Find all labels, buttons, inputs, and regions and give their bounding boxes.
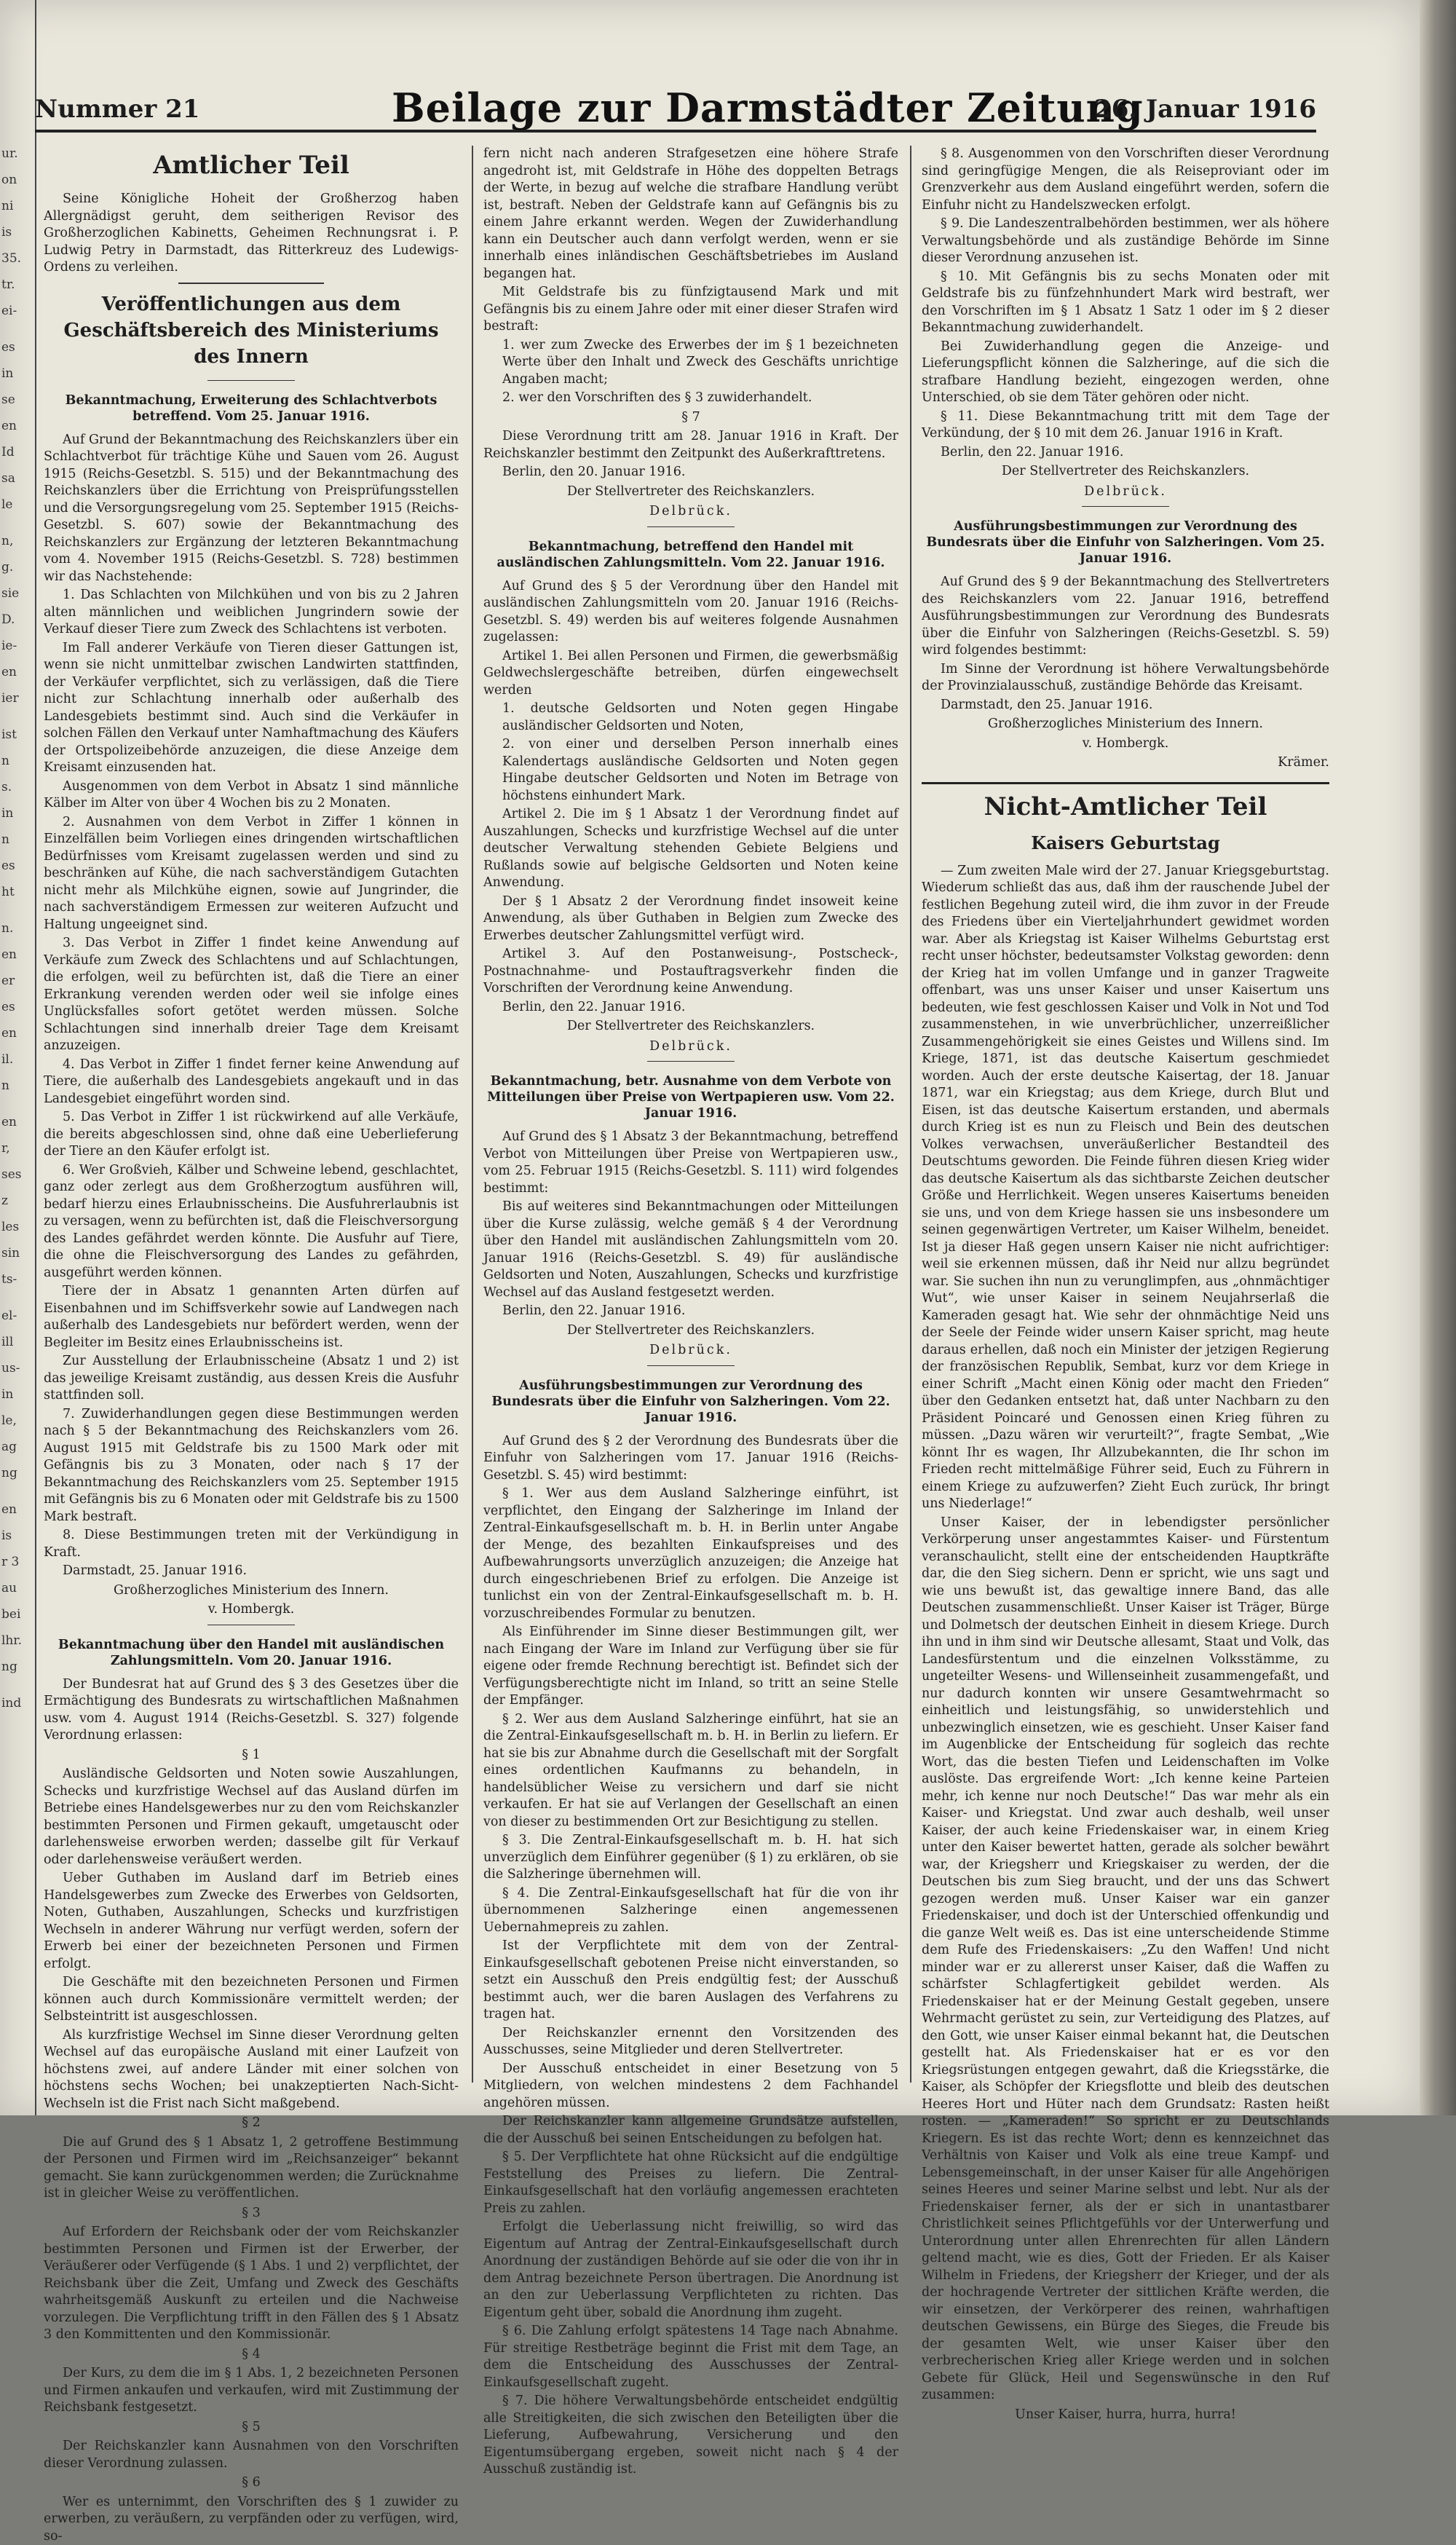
strip-fragment: is (0, 1528, 35, 1544)
strip-fragment: in (0, 805, 35, 821)
paragraph: Artikel 3. Auf den Postanweisung-, Postscheck-, Postnachnahme- und Postauftragsverkehr finden die Vorschriften der Verordnung keine Anwendung. (483, 946, 898, 998)
strip-fragment: D. (0, 612, 35, 628)
strip-fragment: es (0, 339, 35, 355)
signature: Delbrück. (483, 1342, 898, 1360)
signing-authority: Großherzogliches Ministerium des Innern. (44, 1582, 459, 1600)
paragraph: Der Ausschuß entscheidet in einer Besetzung von 5 Mitgliedern, von welchen mindestens 2 dem Fachhandel angehören müssen. (483, 2061, 898, 2112)
notice-heading: Bekanntmachung, Erweiterung des Schlachtverbots betreffend. Vom 25. Januar 1916. (44, 392, 459, 425)
strip-fragment: lhr. (0, 1633, 35, 1649)
strip-fragment: ng (0, 1659, 35, 1675)
paragraph: Auf Grund des § 2 der Verordnung des Bundesrats über die Einfuhr von Salzheringen vom 17. Januar 1916 (Reichs-Gesetzbl. S. 45) wird bestimmt: (483, 1433, 898, 1485)
paragraph: Als Einführender im Sinne dieser Bestimmungen gilt, wer nach Eingang der Ware im Inland zur Verfügung über sie für eigene oder fremde Rechnung berechtigt ist. Befindet sich der Verfügungsberechtigte nicht im Inland, so tritt an seine Stelle der Empfänger. (483, 1624, 898, 1710)
book-edge (1420, 0, 1456, 2115)
paragraph: Unser Kaiser, der in lebendigster persönlicher Verkörperung unser angestammtes Kaiser- und Fürstentum veranschaulicht, stellt eine der entscheidenden Hauptkräfte dar, die den Sieg sichern. Denn er spricht, wie uns sagt und wie uns bewußt ist, das gewaltige innere Band, das alle Deutschen zusammenschließt. Unser Kaiser ist Träger, Bürge und Dolmetsch der deutschen Einheit in diesem Kriege. Durch ihn und in ihm sind wir Deutsche allesamt, Staat und Volk, das Landesfürstentum und die einzelnen Volksstämme, zu ungeteilter Wesens- und Willenseinheit zusammengefaßt, und nur dadurch konnten wir unsere Gesamtwehrmacht so einheitlich und leistungsfähig, so unwiderstehlich und unbezwinglich einsetzen, wie es geschieht. Unser Kaiser fand im Augenblicke der Entscheidung für sogleich das rechte Wort, das die besten Tiefen und Leidenschaften im Volke auslöste. Das ergreifende Wort: „Ich kenne keine Parteien mehr, ich kenne nur noch Deutsche!“ Das war mehr als ein Kaiser- und Kriegstat. Und zwar auch deshalb, weil unser Kaiser, der auch keine Friedenskaiser war, in einem Krieg unter den Kaiser bewertet hatten, gerade als solcher bewährt war, der Kriegsherr und Kriegskaiser zu werden, der die Deutschen bis zum Sieg braucht, und der uns das Schwert gezogen werden muß. Unser Kaiser war ein ganzer Friedenskaiser, und doch ist der Unterschied offenkundig und die ganze Welt weiß es. Das ist eine unterscheidende Stimme dem Rufe des Friedenskaisers: „Zu den Waffen! Und nicht minder war er zu allererst unser Kaiser, daß die Waffen zu schärfster Schlagfertigkeit gebildet werden. Als Friedenskaiser hat er der Meinung Gestalt gegeben, unsere Wehrmacht gerüstet zu sein, zur Verteidigung des Platzes, auf den Gott, wie unser Kaiser einmal bekannt hat, die Deutschen gestellt hat. Als Friedenskaiser hat er es vor den Kriegsrüstungen entgegen gewahrt, daß die Kriegsstärke, die Kaiser, als Schöpfer der Kriegsflotte und bleib des deutschen Heeres Hort und Hüter nach dem Grundsatz: Rasten heißt rosten. — „Kameraden!“ So spricht er zu Deutschlands Kriegern. Es ist das rechte Wort; denn es kennzeichnet das Verhältnis von Kaiser und Volk als eine treue Kampf- und Lebensgemeinschaft, in der unser Kaiser für alle Angehörigen seines Heeres und seiner Marine selbst und lebt. Nur als der Friedenskaiser ferner, als der er sich in unantastbarer Christlichkeit seines Pflichtgefühls vor der Unterwerfung und Unterordnung unter allen Ehrenrechten für allen Ländern geltend macht, wie es dies, Gott der Frieden. Er als Kaiser Wilhelm in Friedens, der Kriegsherr der Krieger, und der als der hochragende Vertreter der sittlichen Kräfte werden, die wir einsetzen, der Verkörperer des reinen, wahrhaftigen deutschen Gewissens, ein Bürge des Sieges, die Freude bis der gesamten Welt, wie unser Kaiser über den verbrecherischen Krieg aller Kriege werden und in solchen Gebete für Glück, Heil und Segenswünsche in den Ruf zusammen: (922, 1515, 1329, 2404)
section-title-nicht-amtlich: Nicht-Amtlicher Teil (922, 792, 1329, 822)
paragraph: Diese Verordnung tritt am 28. Januar 1916 in Kraft. Der Reichskanzler bestimmt den Zeitpunkt des Außerkrafttretens. (483, 428, 898, 462)
strip-fragment: n, (0, 533, 35, 549)
strip-fragment: le, (0, 1413, 35, 1429)
strip-fragment: il. (0, 1051, 35, 1068)
signature: Delbrück. (922, 484, 1329, 501)
signature: Delbrück. (483, 1038, 898, 1056)
paragraph: Auf Grund des § 1 Absatz 3 der Bekanntmachung, betreffend Verbot von Mitteilungen über Preise von Wertpapieren usw., vom 25. Februar 1915 (Reichs-Gesetzbl. S. 111) wird folgendes bestimmt: (483, 1129, 898, 1197)
paragraph: 6. Wer Großvieh, Kälber und Schweine lebend, geschlachtet, ganz oder zerlegt aus dem Großherzogtum ausführen will, bedarf hierzu eines Erlaubnisscheins. Die Ausfuhrerlaubnis ist zu versagen, wenn zu befürchten ist, daß die Fleischversorgung des Landes gefährdet werden könnte. Die Ausfuhr auf Tiere, die ohne die Fleischversorgung des Landes zu gefährden, ausgeführt werden können. (44, 1162, 459, 1282)
paragraph: Auf Grund der Bekanntmachung des Reichskanzlers über ein Schlachtverbot für trächtige Kühe und Sauen vom 26. August 1915 (Reichs-Gesetzbl. S. 515) und der Bekanntmachung des Reichskanzlers über die Errichtung von Preisprüfungsstellen und die Versorgungsregelung vom 25. September 1915 (Reichs-Gesetzbl. S. 607) sowie der Bekanntmachung des Reichskanzlers zur Ergänzung der letzteren Bekanntmachung vom 4. November 1915 (Reichs-Gesetzbl. S. 728) bestimmen wir das Nachstehende: (44, 432, 459, 586)
section-number: § 2 (44, 2115, 459, 2132)
signing-authority: Der Stellvertreter des Reichskanzlers. (922, 463, 1329, 481)
paragraph: § 5. Der Verpflichtete hat ohne Rücksicht auf die endgültige Feststellung des Preises zu liefern. Die Zentral-Einkaufsgesellschaft hat den vorläufig angemessen erachteten Preis zu zahlen. (483, 2149, 898, 2217)
paragraph: 4. Das Verbot in Ziffer 1 findet ferner keine Anwendung auf Tiere, die außerhalb des Landesgebiets angekauft und in das Landesgebiet eingeführt worden sind. (44, 1057, 459, 1108)
strip-fragment: les (0, 1219, 35, 1235)
signing-authority: Großherzogliches Ministerium des Innern. (922, 716, 1329, 733)
strip-fragment: bei (0, 1606, 35, 1622)
strip-fragment: ier (0, 690, 35, 706)
section-divider (922, 782, 1329, 784)
strip-fragment: ur. (0, 146, 35, 162)
strip-fragment: r 3 (0, 1554, 35, 1570)
paragraph: Der Kurs, zu dem die im § 1 Abs. 1, 2 bezeichneten Personen und Firmen ankaufen und verkaufen, wird mit Zustimmung der Reichsbank festgesetzt. (44, 2365, 459, 2417)
paragraph: 3. Das Verbot in Ziffer 1 findet keine Anwendung auf Verkäufe zum Zweck des Schlachtens und auf Schlachtungen, die erfolgen, weil zu befürchten ist, daß die Tiere an einer Erkrankung verenden werden oder weil sie infolge eines Unglücksfalles sofort getötet werden müssen. Solche Schlachtungen sind innerhalb dreier Tage dem Kreisamt anzuzeigen. (44, 935, 459, 1055)
notice-heading: Bekanntmachung, betreffend den Handel mit ausländischen Zahlungsmitteln. Vom 22. Januar 1916. (483, 539, 898, 571)
strip-fragment: sa (0, 470, 35, 486)
paragraph: Der Reichskanzler ernennt den Vorsitzenden des Ausschusses, seine Mitglieder und deren Stellvertreter. (483, 2025, 898, 2059)
paragraph: Auf Grund des § 5 der Verordnung über den Handel mit ausländischen Zahlungsmitteln vom 20. Januar 1916 (Reichs-Gesetzbl. S. 49) werden bis auf weiteres folgende Ausnahmen zugelassen: (483, 578, 898, 647)
signature: v. Hombergk. (922, 735, 1329, 753)
closing-cheer: Unser Kaiser, hurra, hurra, hurra! (922, 2407, 1329, 2424)
section-number: § 7 (483, 409, 898, 427)
list-item: 1. deutsche Geldsorten und Noten gegen Hingabe ausländischer Geldsorten und Noten, (483, 701, 898, 735)
place-date: Berlin, den 22. Januar 1916. (483, 999, 898, 1017)
paragraph: § 9. Die Landeszentralbehörden bestimmen, wer als höhere Verwaltungsbehörde und als zuständige Behörde im Sinne dieser Verordnung anzusehen ist. (922, 216, 1329, 267)
list (483, 701, 898, 805)
divider (647, 526, 735, 527)
paragraph: § 2. Wer aus dem Ausland Salzheringe einführt, hat sie an die Zentral-Einkaufsgesellschaft m. b. H. in Berlin zu liefern. Er hat sie bis zur Abnahme durch die Gesellschaft mit der Sorgfalt eines ordentlichen Kaufmanns zu behandeln, in handelsüblicher Weise zu versichern und darf sie nicht verkaufen. Er hat sie auf Verlangen der Gesellschaft an einen von dieser zu bestimmenden Ort zur Besichtigung zu stellen. (483, 1711, 898, 1831)
signature: Krämer. (922, 754, 1329, 772)
paragraph: Wer es unternimmt, den Vorschriften des § 1 zuwider zu erwerben, zu veräußern, zu verpfänden oder zu verfügen, wird, so- (44, 2494, 459, 2545)
strip-fragment: n (0, 832, 35, 848)
paragraph: § 6. Die Zahlung erfolgt spätestens 14 Tage nach Abnahme. Für streitige Restbeträge beginnt die Frist mit dem Tage, an dem die Entscheidung des Ausschusses der Zentral-Einkaufsgesellschaft zugeht. (483, 2323, 898, 2391)
paragraph: 8. Diese Bestimmungen treten mit der Verkündigung in Kraft. (44, 1527, 459, 1561)
paragraph: § 7. Die höhere Verwaltungsbehörde entscheidet endgültig alle Streitigkeiten, die sich zwischen den Beteiligten über die Lieferung, Aufbewahrung, Versicherung und den Eigentumsübergang ergeben, soweit nicht nach § 4 der Ausschuß zuständig ist. (483, 2393, 898, 2479)
section-number: § 3 (44, 2205, 459, 2222)
strip-fragment: se (0, 392, 35, 408)
signature: v. Hombergk. (44, 1601, 459, 1619)
paragraph: § 8. Ausgenommen von den Vorschriften dieser Verordnung sind geringfügige Mengen, die als Reiseproviant oder im Grenzverkehr aus dem Ausland eingeführt werden, sofern die Einfuhr nicht zu Handelszwecken erfolgt. (922, 146, 1329, 214)
paragraph: Ist der Verpflichtete mit dem von der Zentral-Einkaufsgesellschaft gebotenen Preise nicht einverstanden, so setzt ein Ausschuß den Preis endgültig fest; der Ausschuß bestimmt auch, wer die baren Auslagen des Verfahrens zu tragen hat. (483, 1938, 898, 2024)
strip-fragment: on (0, 172, 35, 188)
paragraph: Seine Königliche Hoheit der Großherzog haben Allergnädigst geruht, dem seitherigen Revisor des Großherzoglichen Kabinetts, Geheimen Rechnungsrat i. P. Ludwig Petry in Darmstadt, das Ritterkreuz des Ludewigs-Ordens zu verleihen. (44, 191, 459, 277)
strip-fragment: ist (0, 727, 35, 743)
strip-fragment: is (0, 224, 35, 240)
strip-fragment: s. (0, 779, 35, 795)
divider (1082, 506, 1169, 507)
paragraph: Artikel 1. Bei allen Personen und Firmen, die gewerbsmäßig Geldwechslergeschäfte betreiben, dürfen eingewechselt werden (483, 648, 898, 700)
paragraph: Mit Geldstrafe bis zu fünfzigtausend Mark und mit Gefängnis bis zu einem Jahre oder mit einer dieser Strafen wird bestraft: (483, 284, 898, 336)
paragraph: Erfolgt die Ueberlassung nicht freiwillig, so wird das Eigentum auf Antrag der Zentral-Einkaufsgesellschaft durch Anordnung der zuständigen Behörde auf sie oder die von ihr in dem Antrag bezeichnete Person übertragen. Die Anordnung ist an den zur Ueberlassung Verpflichteten zu richten. Das Eigentum geht über, sobald die Anordnung ihm zugeht. (483, 2219, 898, 2321)
adjacent-page-strip (0, 0, 36, 2115)
strip-fragment: ng (0, 1465, 35, 1481)
strip-fragment: g. (0, 559, 35, 575)
strip-fragment: n. (0, 920, 35, 936)
paragraph: Die auf Grund des § 1 Absatz 1, 2 getroffene Bestimmung der Personen und Firmen wird im „Reichsanzeiger“ bekannt gemacht. Sie kann zurückgenommen werden; die Zurücknahme ist in gleicher Weise zu veröffentlichen. (44, 2134, 459, 2203)
strip-fragment: el- (0, 1308, 35, 1324)
paragraph: Ausgenommen von dem Verbot in Absatz 1 sind männliche Kälber im Alter von über 4 Wochen bis zu 2 Monaten. (44, 778, 459, 813)
strip-fragment: in (0, 366, 35, 382)
list (483, 337, 898, 407)
place-date: Berlin, den 22. Januar 1916. (922, 444, 1329, 462)
strip-fragment: tr. (0, 277, 35, 293)
strip-fragment: n (0, 753, 35, 769)
strip-fragment: ht (0, 884, 35, 900)
paragraph: Der Reichskanzler kann allgemeine Grundsätze aufstellen, die der Ausschuß bei seinen Entscheidungen zu befolgen hat. (483, 2113, 898, 2147)
strip-fragment: ts- (0, 1271, 35, 1287)
paragraph: Auf Erfordern der Reichsbank oder der vom Reichskanzler bestimmten Personen und Firmen ist der Erwerber, der Veräußerer oder Verfügende (§ 1 Abs. 1 und 2) verpflichtet, der Reichsbank über die Zeit, Umfang und Zweck des Geschäfts wahrheitsgemäß Auskunft zu erteilen und die Nachweise vorzulegen. Die Verpflichtung trifft in den Fällen des § 1 Absatz 3 den Kommittenten und den Kommissionär. (44, 2224, 459, 2344)
divider (647, 1365, 735, 1366)
divider (207, 380, 295, 381)
notice-heading: Ausführungsbestimmungen zur Verordnung des Bundesrats über die Einfuhr von Salzheringen. Vom 22. Januar 1916. (483, 1378, 898, 1426)
strip-fragment: en (0, 1025, 35, 1041)
column-2 (472, 146, 898, 2083)
strip-fragment: en (0, 1114, 35, 1130)
signing-authority: Der Stellvertreter des Reichskanzlers. (483, 1322, 898, 1340)
strip-fragment: en (0, 947, 35, 963)
strip-fragment: ei- (0, 303, 35, 319)
notice-heading: Bekanntmachung über den Handel mit ausländischen Zahlungsmitteln. Vom 20. Januar 1916. (44, 1637, 459, 1669)
strip-fragment: ni (0, 198, 35, 214)
strip-fragment: 35. (0, 250, 35, 267)
section-number: § 6 (44, 2474, 459, 2492)
strip-fragment: r, (0, 1140, 35, 1156)
strip-fragment: sie (0, 585, 35, 601)
strip-fragment: z (0, 1193, 35, 1209)
signing-authority: Der Stellvertreter des Reichskanzlers. (483, 484, 898, 501)
section-number: § 4 (44, 2346, 459, 2364)
list-item: 1. wer zum Zwecke des Erwerbes der im § 1 bezeichneten Werte über den Inhalt und Zweck des Geschäfts unrichtige Angaben macht; (483, 337, 898, 389)
place-date: Darmstadt, 25. Januar 1916. (44, 1563, 459, 1580)
paragraph: § 1. Wer aus dem Ausland Salzheringe einführt, ist verpflichtet, den Eingang der Salzheringe im Inland der Zentral-Einkaufsgesellschaft m. b. H. in Berlin unter Angabe der Menge, des bezahlten Einkaufspreises und des Aufbewahrungsorts unverzüglich anzuzeigen; die Anzeige hat durch eingeschriebenen Brief zu erfolgen. Die Anzeige ist tunlichst ein von der Zentral-Einkaufsgesellschaft m. b. H. vorzuschreibendes Formular zu benutzen. (483, 1485, 898, 1622)
strip-fragment: en (0, 664, 35, 680)
strip-fragment: Id (0, 444, 35, 460)
strip-fragment: en (0, 1502, 35, 1518)
strip-fragment: ag (0, 1439, 35, 1455)
paragraph: § 4. Die Zentral-Einkaufsgesellschaft hat für die von ihr übernommenen Salzheringe einen angemessenen Uebernahmepreis zu zahlen. (483, 1885, 898, 1937)
paragraph: Der § 1 Absatz 2 der Verordnung findet insoweit keine Anwendung, als über Guthaben in Belgien zum Zwecke des Erwerbes deutscher Zahlungsmittel verfügt wird. (483, 893, 898, 945)
paragraph: Tiere der in Absatz 1 genannten Arten dürfen auf Eisenbahnen und im Schiffsverkehr sowie auf Landwegen nach außerhalb des Landesgebiets nur befördert werden, wenn der Begleiter im Besitz eines Erlaubnisscheins ist. (44, 1283, 459, 1352)
strip-fragment: ill (0, 1334, 35, 1350)
paragraph: fern nicht nach anderen Strafgesetzen eine höhere Strafe angedroht ist, mit Geldstrafe in Höhe des doppelten Betrags der Werte, in bezug auf welche die strafbare Handlung verübt ist, bestraft. Neben der Geldstrafe kann auf Gefängnis bis zu einem Jahre erkannt werden. Wegen der Zuwiderhandlung kann ein Deutscher auch dann verfolgt werden, wenn er sie innerhalb eines inländischen Geschäftsbetriebes im Ausland begangen hat. (483, 146, 898, 283)
divider (647, 1061, 735, 1062)
paragraph: Ausländische Geldsorten und Noten sowie Auszahlungen, Schecks und kurzfristige Wechsel auf das Ausland dürfen im Betriebe eines Handelsgewerbes nur zu den vom Reichskanzler bestimmten Personen und Firmen gekauft, umgetauscht oder darlehensweise erworben werden; dasselbe gilt für Verkauf oder darlehensweise veräußert werden. (44, 1766, 459, 1869)
paragraph: 5. Das Verbot in Ziffer 1 ist rückwirkend auf alle Verkäufe, die bereits abgeschlossen sind, ohne daß eine Ueberlieferung der Tiere an den Käufer erfolgt ist. (44, 1109, 459, 1161)
strip-fragment: le (0, 497, 35, 513)
divider (178, 283, 324, 284)
strip-fragment: ie- (0, 638, 35, 654)
paragraph: 1. Das Schlachten von Milchkühen und von bis zu 2 Jahren alten männlichen und weiblichen Jungrindern sowie der Verkauf dieser Tiere zum Zweck des Schlachtens ist verboten. (44, 587, 459, 639)
paragraph: § 10. Mit Gefängnis bis zu sechs Monaten oder mit Geldstrafe bis zu fünfzehnhundert Mark wird bestraft, wer den Vorschriften im § 1 Absatz 1 Satz 1 oder im § 2 dieser Bekanntmachung zuwiderhandelt. (922, 269, 1329, 337)
notice-heading: Bekanntmachung, betr. Ausnahme von dem Verbote von Mitteilungen über Preise von Wertpapieren usw. Vom 22. Januar 1916. (483, 1073, 898, 1121)
paragraph: Bei Zuwiderhandlung gegen die Anzeige- und Lieferungspflicht können die Salzheringe, auf die sich die strafbare Handlung bezieht, eingezogen werden, ohne Unterschied, ob sie dem Täter gehören oder nicht. (922, 339, 1329, 407)
notice-heading: Ausführungsbestimmungen zur Verordnung des Bundesrats über die Einfuhr von Salzheringen. Vom 25. Januar 1916. (922, 518, 1329, 567)
strip-fragment: es (0, 999, 35, 1015)
list-item: 2. von einer und derselben Person innerhalb eines Kalendertags ausländische Geldsorten und Noten gegen Hingabe deutscher Geldsorten und Noten im Betrage von höchstens einhundert Mark. (483, 736, 898, 805)
strip-fragment: er (0, 973, 35, 989)
paragraph: § 3. Die Zentral-Einkaufsgesellschaft m. b. H. hat sich unverzüglich dem Einführer gegenüber (§ 1) zu erklären, ob sie die Salzheringe übernehmen will. (483, 1832, 898, 1884)
paragraph: Auf Grund des § 9 der Bekanntmachung des Stellvertreters des Reichskanzlers vom 22. Januar 1916, betreffend Ausführungsbestimmungen zur Verordnung des Bundesrats über die Einfuhr von Salzheringen (Reichs-Gesetzbl. S. 59) wird folgendes bestimmt: (922, 574, 1329, 660)
section-number: § 1 (44, 1747, 459, 1764)
masthead (35, 79, 1316, 133)
paragraph: Der Reichskanzler kann Ausnahmen von den Vorschriften dieser Verordnung zulassen. (44, 2438, 459, 2472)
paragraph: Als kurzfristige Wechsel im Sinne dieser Verordnung gelten Wechsel auf das europäische Ausland mit einer Laufzeit von höchstens zwei, auf andere Länder mit einer solchen von höchstens sechs Wochen; bei unakzeptierten Nach-Sicht-Wechseln ist die Frist nach Sicht maßgebend. (44, 2027, 459, 2113)
paragraph: 2. Ausnahmen von dem Verbot in Ziffer 1 können in Einzelfällen beim Vorliegen eines dringenden wirtschaftlichen Bedürfnisses vom Kreisamt zugelassen werden und sind zu beschränken auf Kühe, die nach sachverständigem Gutachten nicht mehr als Milchkühe eignen, sowie auf Jungrinder, die nach sachverständigem Ermessen zur weiteren Aufzucht und Haltung ungeeignet sind. (44, 814, 459, 934)
strip-fragment: es (0, 858, 35, 874)
column-1 (44, 146, 459, 2083)
strip-fragment: ind (0, 1695, 35, 1711)
strip-fragment: n (0, 1078, 35, 1094)
paragraph: — Zum zweiten Male wird der 27. Januar Kriegsgeburtstag. Wiederum schließt das aus, daß ihm der rauschende Jubel der festlichen Begehung zuteil wird, die ihm zuvor in der Freude des Friedens über ein Vierteljahrhundert gewidmet worden war. Aber als Kriegstag ist Kaiser Wilhelms Geburtstag erst recht unser höchster, bedeutsamster Volkstag geworden: denn der Krieg hat im vollen Umfange und in ganzer Tragweite offenbart, was uns unser Kaiser und unser Kaisertum uns bedeuten, wie fest geschlossen Kaiser und Volk in Not und Tod zusammenstehen, in wie unverbrüchlicher, unzerreißlicher Zusammengehörigkeit sie eines Geistes und Willens sind. Im Kriege, 1871, ist das deutsche Kaisertum geschmiedet worden. Auch der erste deutsche Kaisertag, der 18. Januar 1871, war ein Kriegstag; aus dem Kriege, durch Blut und Eisen, ist das deutsche Kaisertum erstanden, und abermals durch Krieg ist es nun zu Fleisch und Bein des deutschen Volkes verwachsen, unveräußerlicher Bestandteil des Deutschtums geworden. Die Feinde führen diesen Krieg wider das deutsche Kaisertum als das sichtbarste Zeichen deutscher Größe und Herrlichkeit. Wegen unseres Kaisertums beneiden sie uns, und von dem Kriege hassen sie uns insbesondere um seinen gegenwärtigen Vertreter, um Kaiser Wilhelm, beneidet. Ist ja dieser Haß gegen unsern Kaiser nie nicht aufrichtiger: weil sie erkennen müssen, daß ihr Neid nur allzu begründet war. Sie suchen ihn nun zu verunglimpfen, aus „ohnmächtiger Wut“, wie unser Kaiser in seinem Neujahrserlaß die Kameraden gesagt hat. Wie sehr der ohnmächtige Neid uns der Seele der Feinde wider unsern Kaiser spricht, mag heute daraus erhellen, daß noch ein Minister der jetzigen Regierung der französischen Republik, Sembat, kurz vor dem Kriege in einer Schrift „Macht einen König oder macht den Frieden“ über den Gedanken entsetzt hat, daß unter Nachbarn zu den Präsident Poincaré und Genossen einen Krieg führen zu müssen. „Dazu wären wir verurteilt?“, fragte Sembat, „Wie könnt Ihr es wagen, Ihr Allzubekannten, die Ihr schon im Frieden recht mittelmäßige Führer seid, Euch zu Führern in einem Kriege zu aufzuwerfen? Zieht Euch zurück, Ihr bringt uns Niederlage!“ (922, 863, 1329, 1513)
strip-fragment: sin (0, 1245, 35, 1261)
place-date: Berlin, den 20. Januar 1916. (483, 464, 898, 481)
paragraph: 7. Zuwiderhandlungen gegen diese Bestimmungen werden nach § 5 der Bekanntmachung des Reichskanzlers vom 26. August 1915 mit Geldstrafe bis zu 1500 Mark oder mit Gefängnis bis zu 3 Monaten, oder nach § 17 der Bekanntmachung des Reichskanzlers vom 25. September 1915 mit Gefängnis bis zu 6 Monaten oder mit Geldstrafe bis zu 1500 Mark bestraft. (44, 1406, 459, 1526)
paragraph: Im Fall anderer Verkäufe von Tieren dieser Gattungen ist, wenn sie nicht unmittelbar zwischen Landwirten stattfinden, der Verkäufer verpflichtet, sich zu verlässigen, daß die Tiere nicht zur Schlachtung innerhalb oder außerhalb des Landesgebiets bestimmt sind. Auch sind die Verkäufer in solchen Fällen den Verkauf unter Namhaftmachung des Käufers der Ortspolizeibehörde anzuzeigen, die diese Anzeige dem Kreisamt einzusenden hat. (44, 640, 459, 777)
list-item: 2. wer den Vorschriften des § 3 zuwiderhandelt. (483, 390, 898, 407)
paragraph: Der Bundesrat hat auf Grund des § 3 des Gesetzes über die Ermächtigung des Bundesrats zu wirtschaftlichen Maßnahmen usw. vom 4. August 1914 (Reichs-Gesetzbl. S. 327) folgende Verordnung erlassen: (44, 1676, 459, 1745)
signature: Delbrück. (483, 503, 898, 521)
place-date: Darmstadt, den 25. Januar 1916. (922, 697, 1329, 714)
paragraph: Bis auf weiteres sind Bekanntmachungen oder Mitteilungen über die Kurse zulässig, welche gemäß § 4 der Verordnung über den Handel mit ausländischen Zahlungsmitteln vom 20. Januar 1916 (Reichs-Gesetzbl. S. 49) für ausländische Geldsorten und Noten, Auszahlungen, Schecks und kurzfristige Wechsel auf das Ausland festgesetzt werden. (483, 1199, 898, 1301)
strip-fragment: au (0, 1580, 35, 1596)
issue-date: 26. Januar 1916 (1094, 95, 1316, 124)
strip-fragment: en (0, 418, 35, 434)
column-3 (910, 146, 1329, 2083)
issue-number: Nummer 21 (35, 95, 199, 124)
paragraph: Artikel 2. Die im § 1 Absatz 1 der Verordnung findet auf Auszahlungen, Schecks und kurzfristige Wechsel auf die unter deutscher Verwaltung stehenden Gebiete Belgiens und Rußlands sowie auf belgische Geldsorten und Noten keine Anwendung. (483, 806, 898, 892)
paragraph: § 11. Diese Bekanntmachung tritt mit dem Tage der Verkündung, der § 10 mit dem 26. Januar 1916 in Kraft. (922, 409, 1329, 443)
paragraph: Ueber Guthaben im Ausland darf im Betrieb eines Handelsgewerbes zum Zwecke des Erwerbes von Geldsorten, Noten, Guthaben, Auszahlungen, Schecks und kurzfristigen Wechseln in anderer Währung nur verfügt werden, sofern der Erwerb bei einer der bezeichneten Personen und Firmen erfolgt. (44, 1870, 459, 1973)
place-date: Berlin, den 22. Januar 1916. (483, 1303, 898, 1320)
strip-fragment: ses (0, 1167, 35, 1183)
ministry-title: Veröffentlichungen aus dem Geschäftsbereich des Ministeriums des Innern (44, 291, 459, 370)
signing-authority: Der Stellvertreter des Reichskanzlers. (483, 1018, 898, 1035)
article-title: Kaisers Geburtstag (922, 832, 1329, 854)
strip-fragment: in (0, 1386, 35, 1402)
section-number: § 5 (44, 2419, 459, 2437)
paragraph: Im Sinne der Verordnung ist höhere Verwaltungsbehörde der Provinzialausschuß, zuständige Behörde das Kreisamt. (922, 661, 1329, 695)
newspaper-title: Beilage zur Darmstädter Zeitung (392, 84, 1144, 131)
paragraph: Zur Ausstellung der Erlaubnisscheine (Absatz 1 und 2) ist das jeweilige Kreisamt zuständig, aus dessen Kreis die Ausfuhr stattfinden soll. (44, 1353, 459, 1405)
paragraph: Die Geschäfte mit den bezeichneten Personen und Firmen können auch durch Kommissionäre vermittelt werden; der Selbsteintritt ist ausgeschlossen. (44, 1974, 459, 2026)
section-title-amtlich: Amtlicher Teil (44, 150, 459, 181)
strip-fragment: us- (0, 1360, 35, 1376)
